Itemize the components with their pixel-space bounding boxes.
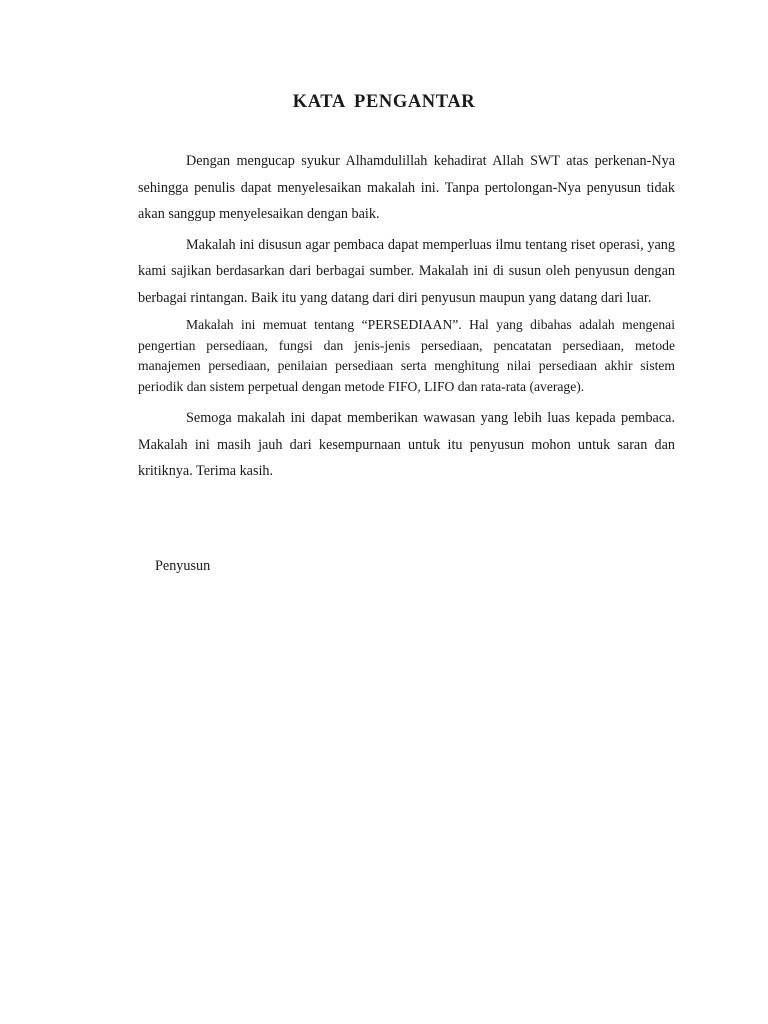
paragraph-3: Makalah ini memuat tentang “PERSEDIAAN”. Hal yang dibahas adalah mengenai pengertian persediaan, fungsi dan jenis-jenis persediaan, pencatatan persediaan, metode manajemen persediaan, penilaian persediaan serta menghitung nilai persediaan akhir sistem periodik dan sistem perpetual dengan metode FIFO, LIFO dan rata-rata (average). <box>138 317 675 394</box>
paragraph-1: Dengan mengucap syukur Alhamdulillah kehadirat Allah SWT atas perkenan-Nya sehingga penulis dapat menyelesaikan makalah ini. Tanpa pertolongan-Nya penyusun tidak akan sanggup menyelesaikan dengan baik. <box>138 153 675 222</box>
paragraph-2: Makalah ini disusun agar pembaca dapat memperluas ilmu tentang riset operasi, yang kami sajikan berdasarkan dari berbagai sumber. Makalah ini di susun oleh penyusun dengan berbagai rintangan. Baik itu yang datang dari diri penyusun maupun yang datang dari luar. <box>138 236 675 306</box>
paragraph-4: Semoga makalah ini dapat memberikan wawasan yang lebih luas kepada pembaca. Makalah ini masih jauh dari kesempurnaan untuk itu penyusun mohon untuk saran dan kritiknya. Terima kasih. <box>138 410 675 479</box>
document-body <box>138 148 675 489</box>
signature: Penyusun <box>155 558 211 574</box>
page-title: KATA PENGANTAR <box>292 92 476 112</box>
